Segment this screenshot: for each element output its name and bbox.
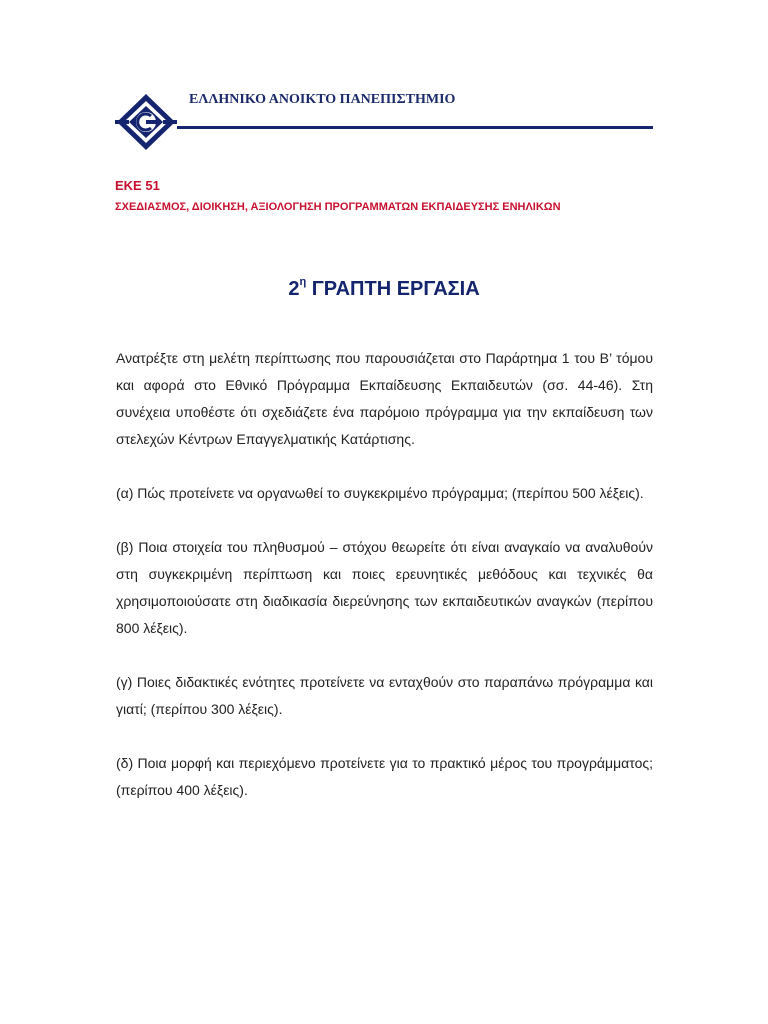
- assignment-body: [116, 345, 653, 831]
- document-header: [115, 92, 655, 152]
- question-c: (γ) Ποιες διδακτικές ενότητες προτείνετε να ενταχθούν στο παραπάνω πρόγραμμα και γιατί; (περίπου 300 λέξεις).: [116, 674, 653, 717]
- university-name: ΕΛΛΗΝΙΚΟ ΑΝΟΙΚΤΟ ΠΑΝΕΠΙΣΤΗΜΙΟ: [189, 92, 456, 107]
- header-divider: [177, 126, 653, 129]
- question-a: (α) Πώς προτείνετε να οργανωθεί το συγκεκριμένο πρόγραμμα; (περίπου 500 λέξεις).: [116, 485, 644, 501]
- assignment-number-superscript: η: [299, 276, 307, 288]
- course-code: ΕΚΕ 51: [115, 178, 160, 193]
- assignment-title: ΓΡΑΠΤΗ ΕΡΓΑΣΙΑ: [311, 278, 480, 300]
- course-info: [115, 178, 561, 213]
- intro-paragraph: Ανατρέξτε στη μελέτη περίπτωσης που παρουσιάζεται στο Παράρτημα 1 του Β’ τόμου και αφορά στο Εθνικό Πρόγραμμα Εκπαίδευσης Εκπαιδευτών (σσ. 44-46). Στη συνέχεια υποθέστε ότι σχεδιάζετε ένα παρόμοιο πρόγραμμα για την εκπαίδευση των στελεχών Κέντρων Επαγγελματικής Κατάρτισης.: [116, 350, 653, 447]
- course-title: ΣΧΕΔΙΑΣΜΟΣ, ΔΙΟΙΚΗΣΗ, ΑΞΙΟΛΟΓΗΣΗ ΠΡΟΓΡΑΜΜΑΤΩΝ ΕΚΠΑΙΔΕΥΣΗΣ ΕΝΗΛΙΚΩΝ: [115, 201, 561, 213]
- page-title: [0, 278, 768, 301]
- assignment-number: 2: [288, 278, 300, 300]
- question-b: (β) Ποια στοιχεία του πληθυσμού – στόχου θεωρείτε ότι είναι αναγκαίο να αναλυθούν στη συγκεκριμένη περίπτωση και ποιες ερευνητικές μεθόδους και τεχνικές θα χρησιμοποιούσατε στη διαδικασία διερεύνησης των εκπαιδευτικών αναγκών (περίπου 800 λέξεις).: [116, 539, 653, 636]
- university-logo-icon: [115, 92, 177, 152]
- question-d: (δ) Ποια μορφή και περιεχόμενο προτείνετε για το πρακτικό μέρος του προγράμματος; (περίπου 400 λέξεις).: [116, 755, 653, 798]
